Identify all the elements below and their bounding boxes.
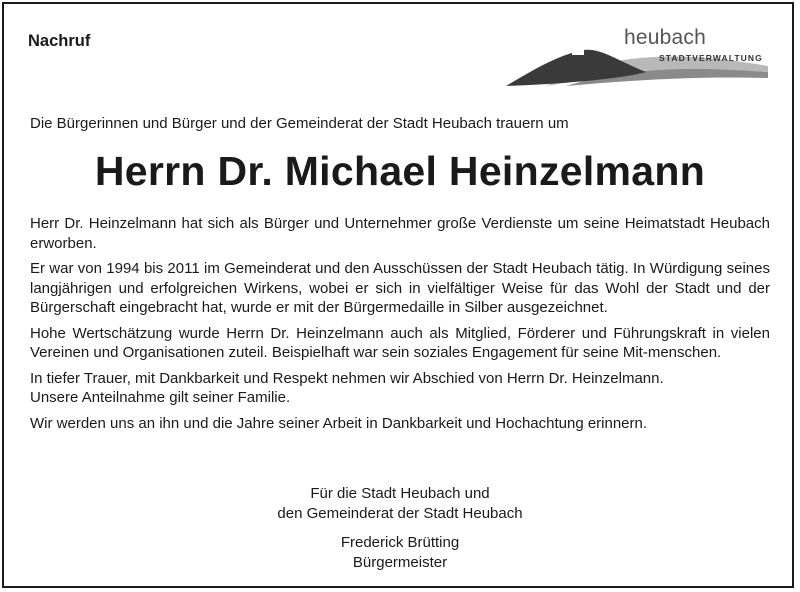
obituary-body [30,214,770,439]
paragraph: Wir werden uns an ihn und die Jahre seiner Arbeit in Dankbarkeit und Hochachtung erinnern. [30,414,648,432]
heubach-logo [506,26,776,90]
signature-organization [0,484,800,523]
signature-line-1: Für die Stadt Heubach und [310,485,490,502]
paragraph: Herr Dr. Heinzelmann hat sich als Bürger und Unternehmer große Verdienste um seine Heimatstadt Heubach erworben. [30,215,770,252]
logo-name: heubach [624,26,706,49]
heading: Nachruf [28,32,91,50]
signature-line-2: den Gemeinderat der Stadt Heubach [277,504,523,522]
signer-name: Frederick Brütting [340,534,460,551]
intro-text: Die Bürgerinnen und Bürger und der Gemeinderat der Stadt Heubach trauern um [30,115,569,132]
paragraph: Unsere Anteilnahme gilt seiner Familie. [30,389,291,406]
signer-title: Bürgermeister [352,553,448,571]
logo-subtitle: STADTVERWALTUNG [659,53,763,63]
paragraph: Hohe Wertschätzung wurde Herrn Dr. Heinzelmann auch als Mitglied, Förderer und Führungskraft in vielen Vereinen und Organisationen zuteil. Beispielhaft war sein soziales Engagement für seine Mit-menschen. [30,324,770,361]
paragraph: In tiefer Trauer, mit Dankbarkeit und Respekt nehmen wir Abschied von Herrn Dr. Heinzelmann. [30,369,664,387]
signature-person [0,533,800,572]
paragraph: Er war von 1994 bis 2011 im Gemeinderat und den Ausschüssen der Stadt Heubach tätig. In Würdigung seines langjährigen und erfolgreichen Wirkens, wobei er sich in vielfältiger Weise für das Wohl der Stadt und der Bürgerschaft eingebracht hat, wurde er mit der Bürgermedaille in Silber ausgezeichnet. [30,260,770,316]
deceased-name: Herrn Dr. Michael Heinzelmann [94,148,706,194]
